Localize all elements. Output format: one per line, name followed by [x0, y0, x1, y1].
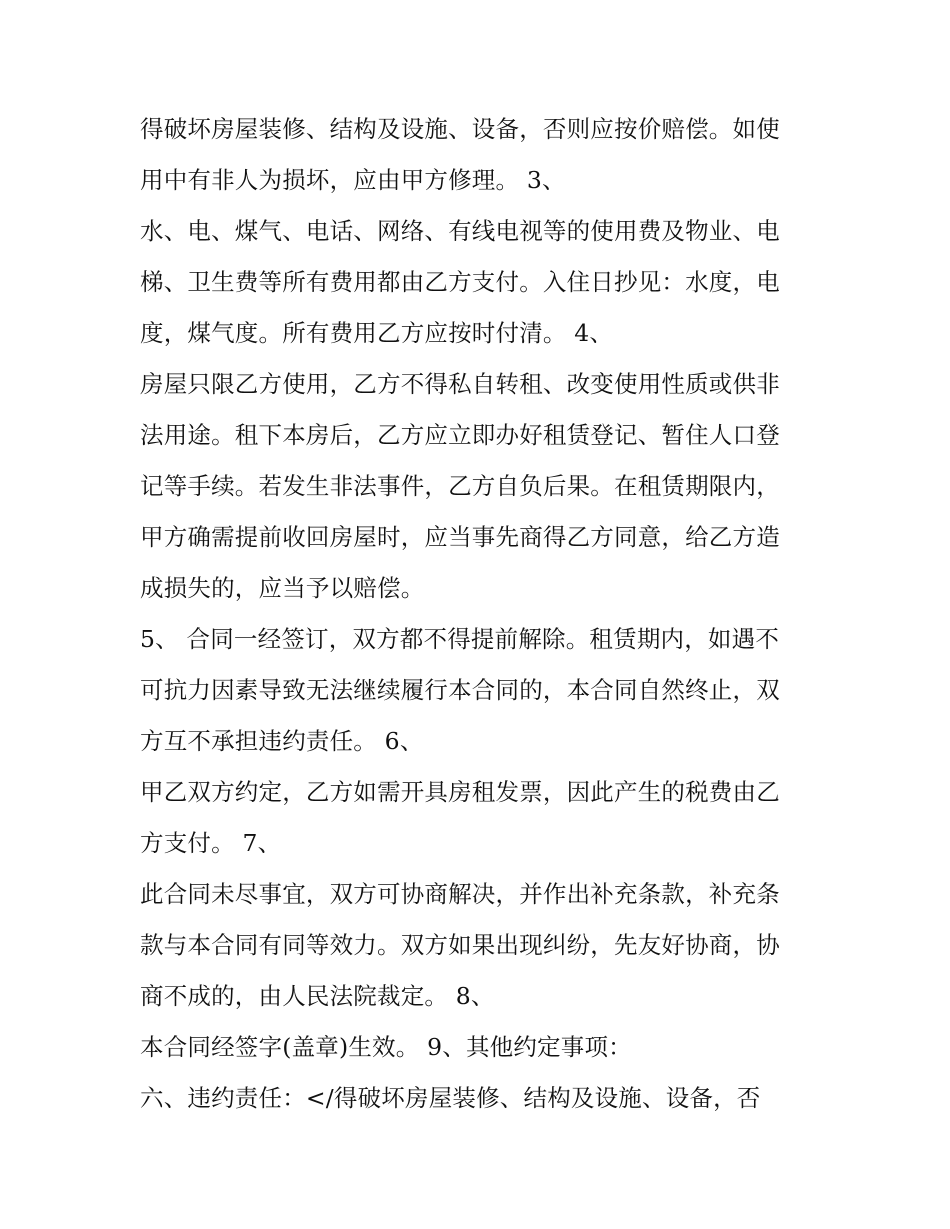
text-line: 此合同未尽事宜，双方可协商解决，并作出补充条款，补充条: [140, 880, 780, 908]
document-body: [140, 104, 820, 1124]
text-line: 可抗力因素导致无法继续履行本合同的，本合同自然终止，双: [140, 676, 780, 704]
text-line: 方支付。 7、: [140, 829, 282, 857]
text-line: 用中有非人为损坏，应由甲方修理。 3、: [140, 166, 566, 194]
text-line: 度，煤气度。所有费用乙方应按时付清。 4、: [140, 319, 614, 347]
text-line: 水、电、煤气、电话、网络、有线电视等的使用费及物业、电: [140, 217, 780, 245]
text-line: 梯、卫生费等所有费用都由乙方支付。入住日抄见：水度，电: [140, 268, 780, 296]
text-line: 六、违约责任：</得破坏房屋装修、结构及设施、设备，否: [140, 1084, 761, 1112]
text-line: 款与本合同有同等效力。双方如果出现纠纷，先友好协商，协: [140, 931, 780, 959]
text-line: 方互不承担违约责任。 6、: [140, 727, 424, 755]
text-line: 5、 合同一经签订，双方都不得提前解除。租赁期内，如遇不: [140, 625, 780, 653]
text-line: 商不成的，由人民法院裁定。 8、: [140, 982, 495, 1010]
text-line: 本合同经签字(盖章)生效。 9、其他约定事项：: [140, 1033, 632, 1061]
text-line: 成损失的，应当予以赔偿。: [140, 574, 425, 602]
text-line: 记等手续。若发生非法事件，乙方自负后果。在租赁期限内，: [140, 472, 780, 500]
text-line: 甲方确需提前收回房屋时，应当事先商得乙方同意，给乙方造: [140, 523, 780, 551]
text-line: 法用途。租下本房后，乙方应立即办好租赁登记、暂住人口登: [140, 421, 780, 449]
text-line: 甲乙双方约定，乙方如需开具房租发票，因此产生的税费由乙: [140, 778, 780, 806]
text-line: 房屋只限乙方使用，乙方不得私自转租、改变使用性质或供非: [140, 370, 780, 398]
text-line: 得破坏房屋装修、结构及设施、设备，否则应按价赔偿。如使: [140, 115, 780, 143]
